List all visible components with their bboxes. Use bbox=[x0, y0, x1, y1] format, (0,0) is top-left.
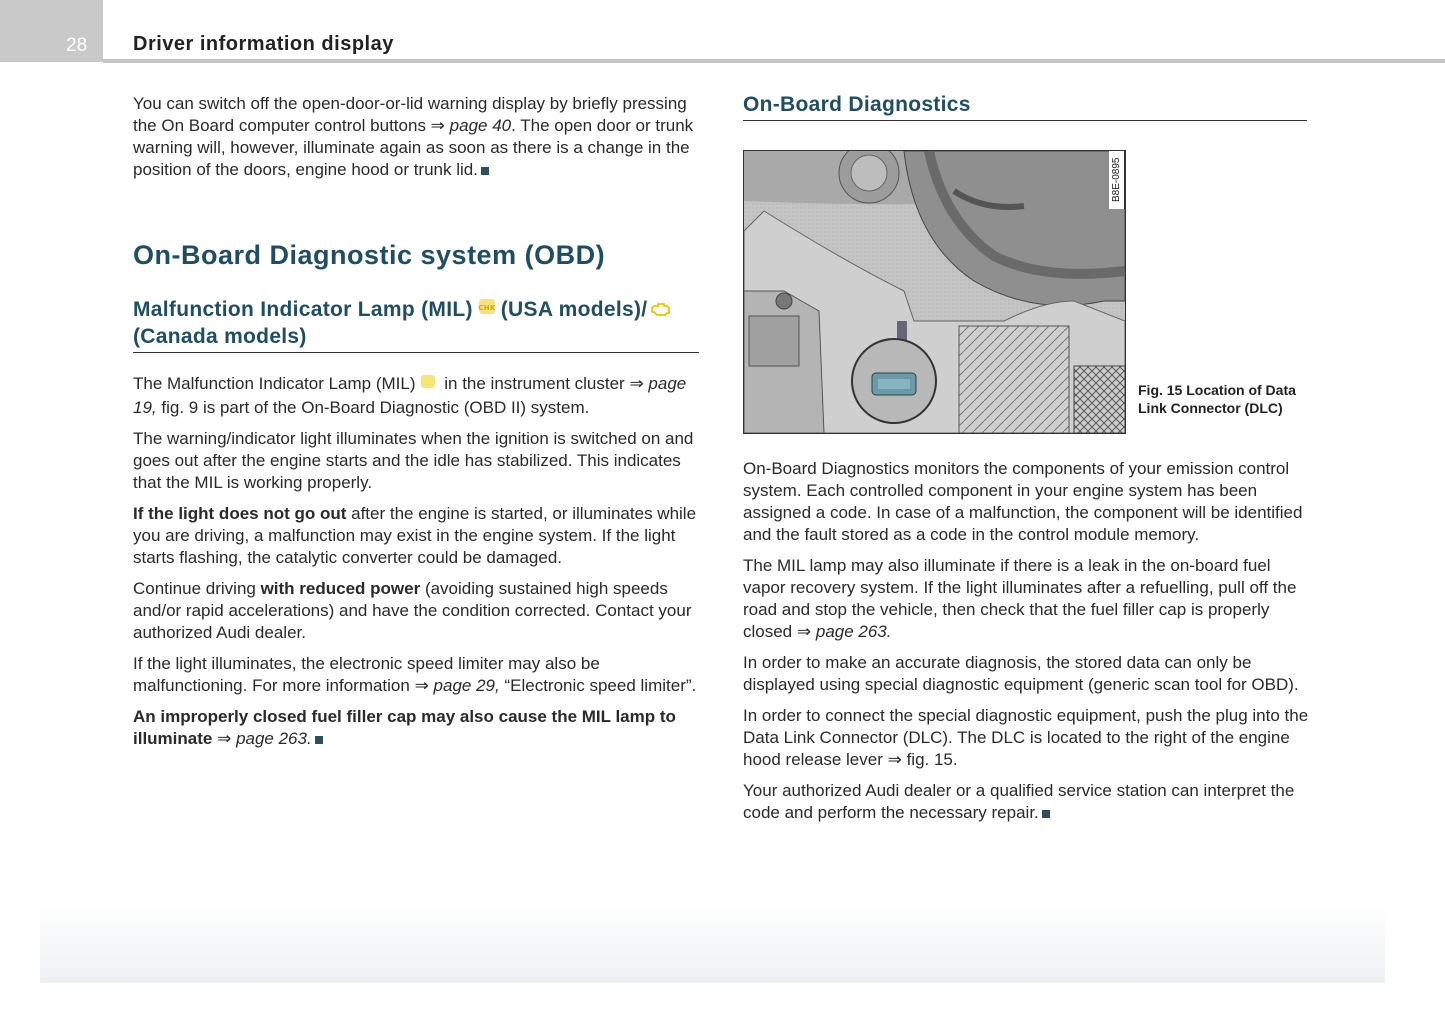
xref-arrow: ⇒ bbox=[414, 676, 429, 695]
xref-page-19[interactable]: page 19, bbox=[133, 374, 687, 417]
end-mark-icon bbox=[481, 167, 489, 175]
para5-text-2: “Electronic speed limiter”. bbox=[499, 676, 697, 695]
right-body bbox=[743, 458, 1309, 833]
xref-arrow: ⇒ bbox=[430, 116, 445, 135]
xref-page-29[interactable]: page 29, bbox=[433, 676, 500, 695]
section-title-onboard-diagnostics: On-Board Diagnostics bbox=[743, 93, 1307, 121]
para4-text-1: Continue driving bbox=[133, 579, 261, 598]
xref-page-263[interactable]: page 263. bbox=[236, 729, 312, 748]
para1-text-3: fig. 9 is part of the On-Board Diagnostic (OBD II) system. bbox=[156, 398, 590, 417]
dashboard-illustration bbox=[744, 151, 1125, 433]
xref-fig-15[interactable]: fig. 15. bbox=[901, 750, 958, 769]
mil-paragraph-6 bbox=[133, 706, 699, 750]
mil-paragraph-5 bbox=[133, 653, 699, 697]
para6-bold: An improperly closed fuel filler cap may also cause the MIL lamp to illuminate bbox=[133, 707, 676, 748]
obd-para5-text: Your authorized Audi dealer or a qualified service station can interpret the code and perform the necessary repair. bbox=[743, 781, 1295, 822]
intro-paragraph bbox=[133, 93, 699, 181]
mil-inline-lamp-icon bbox=[420, 373, 436, 397]
page-number: 28 bbox=[66, 35, 88, 56]
left-body bbox=[133, 373, 699, 759]
subheading-part3: (Canada models) bbox=[133, 325, 307, 348]
para3-bold: If the light does not go out bbox=[133, 504, 347, 523]
xref-arrow: ⇒ bbox=[629, 374, 644, 393]
para3-text: after the engine is started, or illuminates while you are driving, a malfunction may exist in the engine system. If the light starts flashing, the catalytic converter could be damaged. bbox=[133, 504, 697, 567]
xref-page-40[interactable]: page 40 bbox=[449, 116, 512, 135]
obd-paragraph-5 bbox=[743, 780, 1309, 824]
scan-artifact bbox=[40, 905, 1385, 983]
mil-paragraph-3 bbox=[133, 503, 699, 569]
para4-bold: with reduced power bbox=[260, 579, 421, 598]
obd-paragraph-3: In order to make an accurate diagnosis, the stored data can only be displayed using special diagnostic equipment (generic scan tool for OBD). bbox=[743, 653, 1299, 694]
obd-para2-text: The MIL lamp may also illuminate if there is a leak in the on-board fuel vapor recovery system. If the light illuminates after a refuelling, pull off the road and stop the vehicle, then check that the fuel filler cap is properly closed bbox=[743, 556, 1297, 641]
subheading-part2: (USA models)/ bbox=[500, 298, 648, 321]
obd-paragraph-1: On-Board Diagnostics monitors the components of your emission control system. Each controlled component in your engine system has been assigned a code. In case of a malfunction, the component will be identified and the fault stored as a code in the control module memory. bbox=[743, 459, 1303, 544]
xref-arrow: ⇒ bbox=[887, 750, 902, 769]
svg-text:CHK: CHK bbox=[478, 304, 496, 312]
obd-paragraph-2 bbox=[743, 555, 1309, 643]
obd-paragraph-4 bbox=[743, 705, 1309, 771]
header-rule bbox=[103, 59, 1445, 63]
xref-arrow: ⇒ bbox=[796, 622, 812, 641]
xref-page-263[interactable]: page 263. bbox=[815, 622, 892, 641]
figure-caption: Fig. 15 Location of Data Link Connector (DLC) bbox=[1138, 382, 1296, 416]
section-title-obd: On-Board Diagnostic system (OBD) bbox=[133, 240, 606, 270]
mil-paragraph-4 bbox=[133, 578, 699, 644]
mil-paragraph-1 bbox=[133, 373, 699, 419]
mil-usa-lamp-icon bbox=[477, 296, 497, 324]
figure-dlc-location bbox=[743, 150, 1126, 434]
left-intro bbox=[133, 93, 699, 190]
end-mark-icon bbox=[315, 736, 323, 744]
xref-arrow: ⇒ bbox=[217, 729, 232, 748]
obd-para4-text: In order to connect the special diagnostic equipment, push the plug into the Data Link Connector (DLC). The DLC is located to the right of the engine hood release lever bbox=[743, 706, 1309, 769]
page-header-title: Driver information display bbox=[133, 33, 394, 55]
intro-text: You can switch off the open-door-or-lid warning display by briefly pressing the On Board computer control buttons bbox=[133, 94, 687, 135]
mil-canada-engine-icon bbox=[651, 299, 673, 324]
mil-paragraph-2: The warning/indicator light illuminates when the ignition is switched on and goes out after the engine starts and the idle has stabilized. This indicates that the MIL is working properly. bbox=[133, 429, 694, 492]
para5-text-1: If the light illuminates, the electronic speed limiter may also be malfunctioning. For more information bbox=[133, 654, 600, 695]
page-tab bbox=[0, 0, 103, 62]
subheading-part1: Malfunction Indicator Lamp (MIL) bbox=[133, 298, 473, 321]
intro-text-2: . The open door or trunk warning will, however, illuminate again as soon as there is a change in the position of the doors, engine hood or trunk lid. bbox=[133, 116, 694, 179]
figure-code: B8E-0895 bbox=[1109, 150, 1125, 209]
subheading-mil bbox=[133, 296, 699, 353]
end-mark-icon bbox=[1042, 810, 1050, 818]
para1-text-1: The Malfunction Indicator Lamp (MIL) bbox=[133, 374, 416, 393]
para1-text-2: in the instrument cluster bbox=[439, 374, 630, 393]
para4-text-2: (avoiding sustained high speeds and/or rapid accelerations) and have the condition corrected. Contact your authorized Audi dealer. bbox=[133, 579, 692, 642]
